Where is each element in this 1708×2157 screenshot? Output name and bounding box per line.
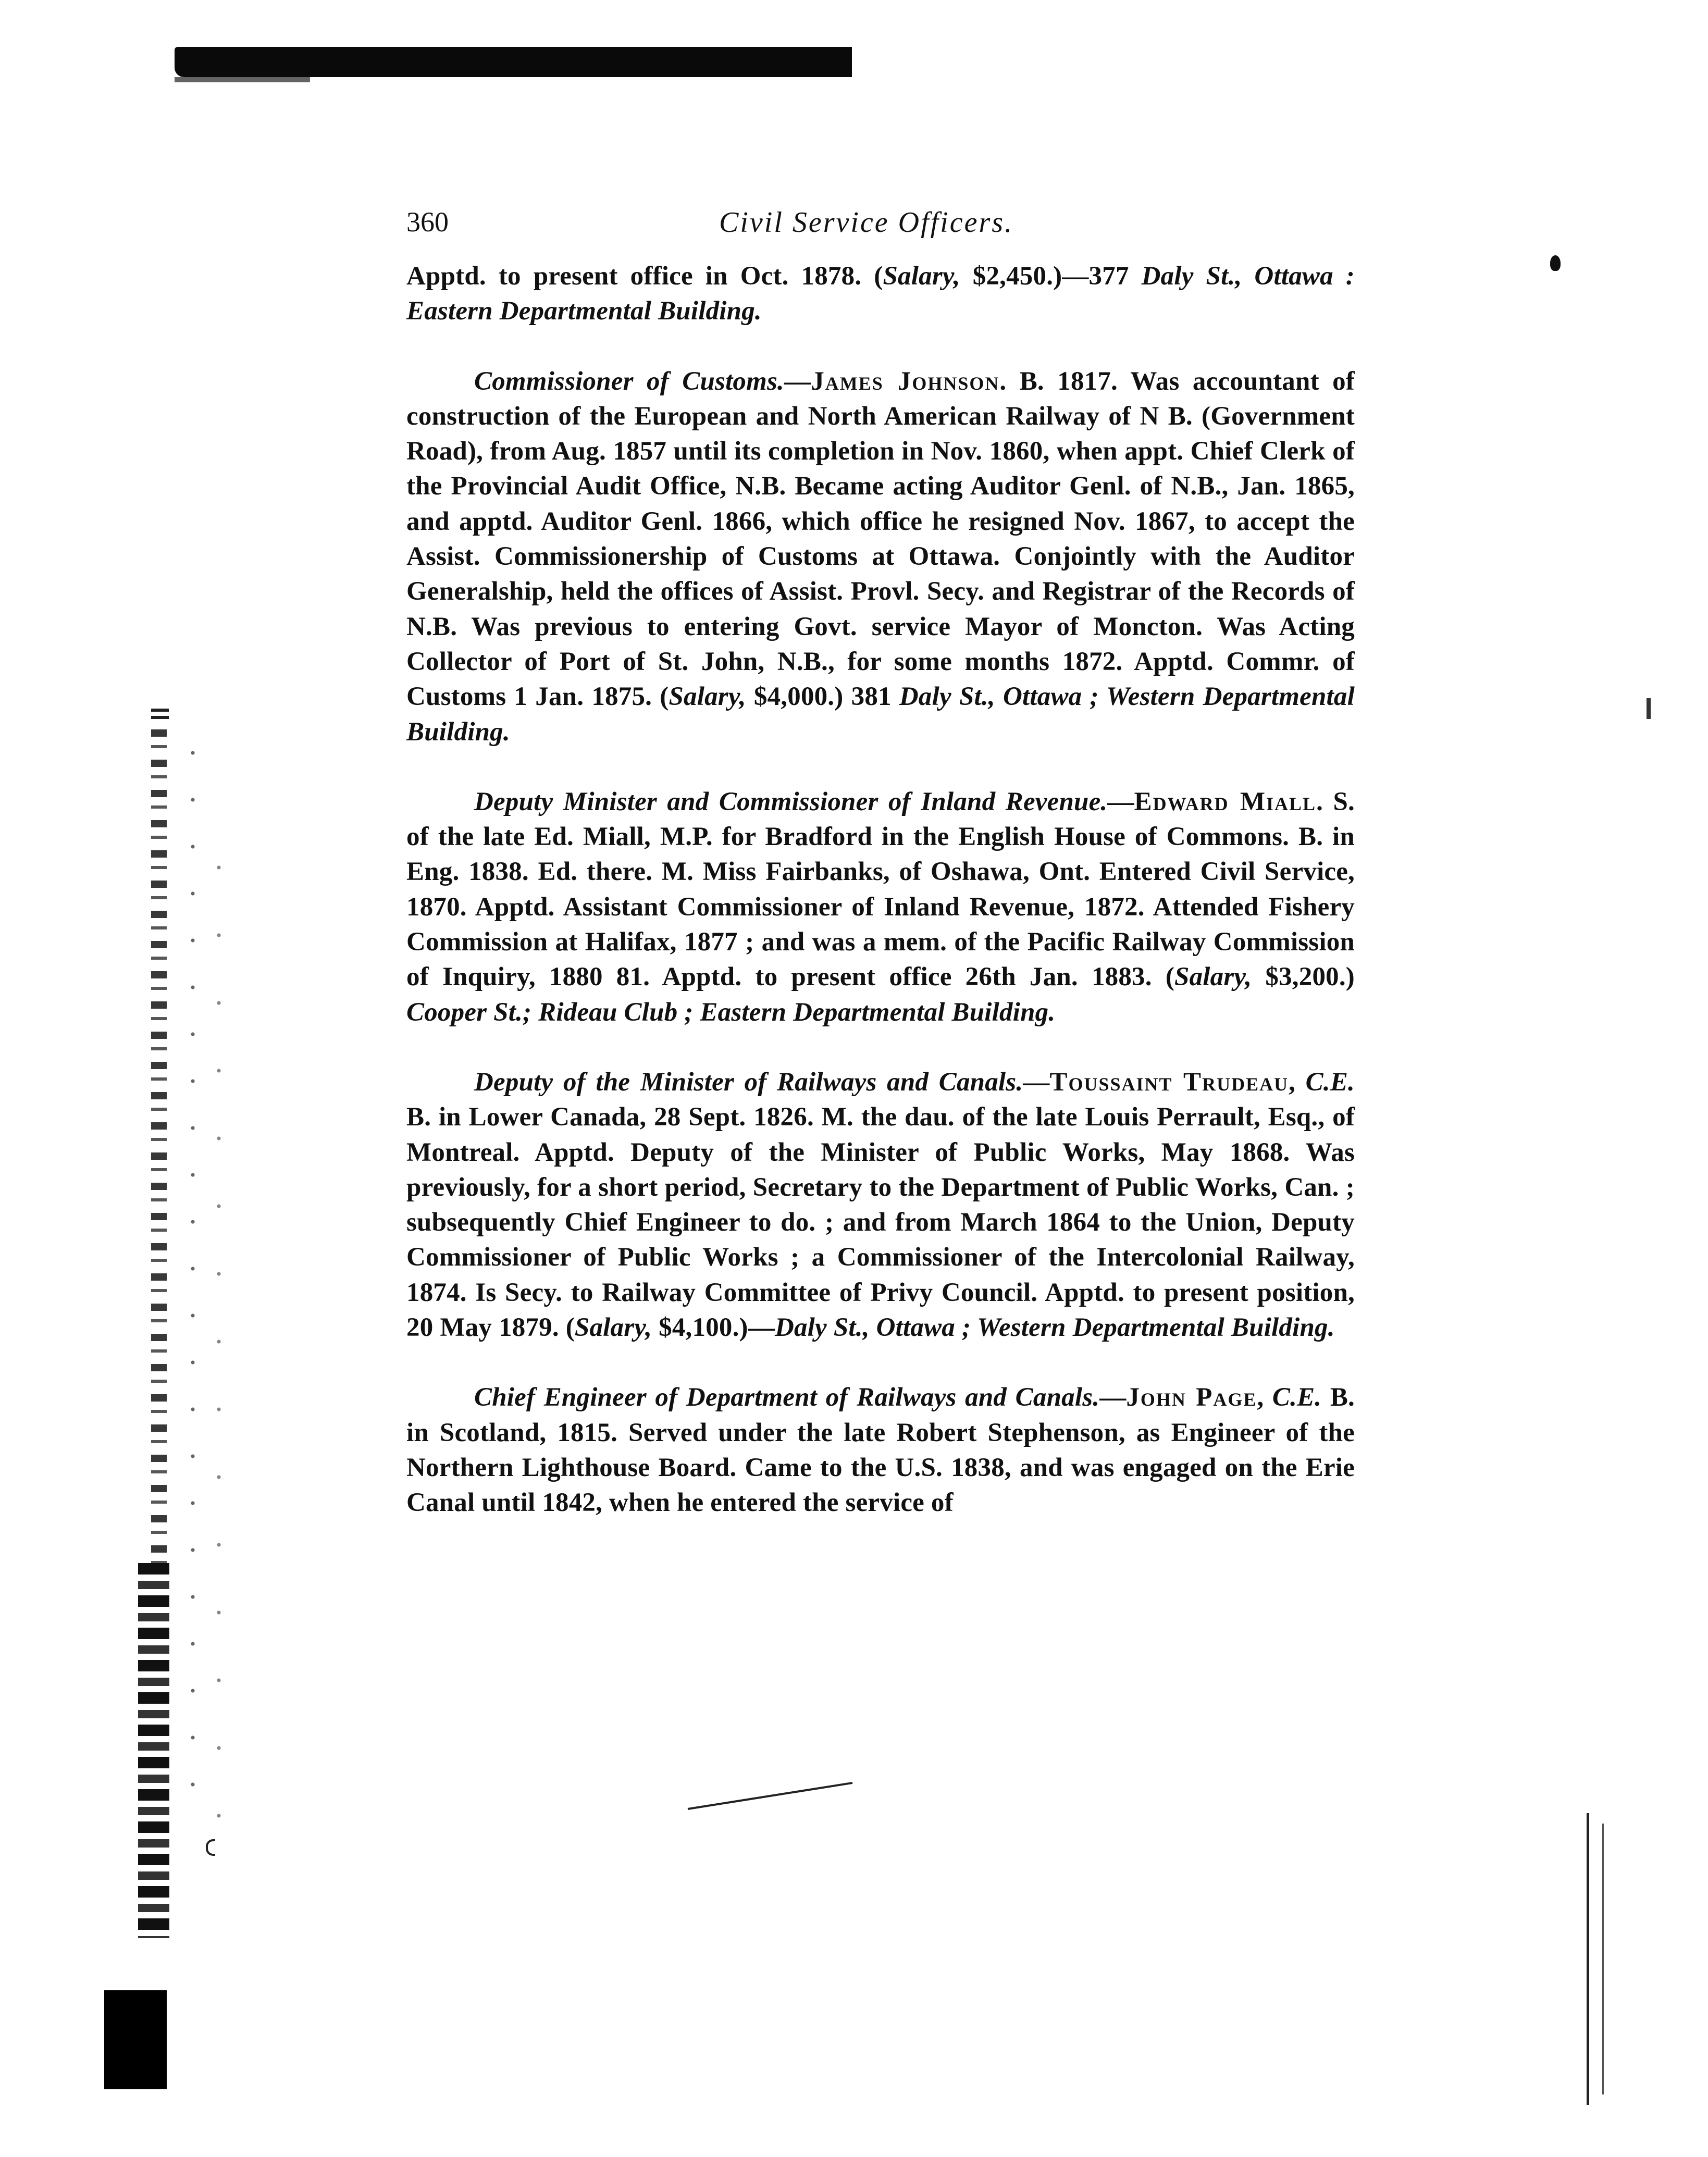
- body-text: ,: [1289, 1067, 1306, 1097]
- body-text: $3,200.): [1252, 962, 1355, 992]
- body-text: —: [1023, 1067, 1050, 1097]
- page-body: [406, 206, 1355, 1521]
- body-text: ,: [1257, 1383, 1272, 1412]
- italic-text: Daly St., Ottawa : Eastern Departmental Building.: [406, 262, 1355, 326]
- italic-text: Deputy of the Minister of Railways and Canals.: [474, 1067, 1023, 1097]
- scan-speck: [1647, 698, 1651, 719]
- italic-text: Daly St., Ottawa ; Western Departmental Building.: [774, 1313, 1335, 1343]
- italic-text: Deputy Minister and Commissioner of Inland Revenue.: [474, 787, 1108, 816]
- body-text: —: [1107, 787, 1134, 816]
- scan-corner-block: [104, 1990, 167, 2089]
- scan-margin-dots: [188, 729, 198, 1824]
- scan-edge-line: [1602, 1824, 1604, 2094]
- scan-margin-tick: [151, 709, 169, 712]
- italic-text: Salary,: [669, 682, 746, 712]
- officer-name: Edward Miall: [1134, 787, 1317, 816]
- body-text: $4,100.)—: [652, 1313, 775, 1343]
- body-text: —: [1099, 1383, 1127, 1412]
- entry-commissioner-of-customs: [406, 364, 1355, 750]
- italic-text: Salary,: [1174, 962, 1252, 992]
- italic-text: Salary,: [574, 1313, 652, 1343]
- scan-binding-strip: [151, 729, 167, 1563]
- italic-text: Cooper St.; Rideau Club ; Eastern Departmental Building.: [406, 997, 1056, 1027]
- entries-container: [406, 259, 1355, 1521]
- scan-edge-bar: [175, 47, 852, 77]
- body-text: B. in Scotland, 1815. Served under the late Robert Stephenson, as Engineer of the Northern Lighthouse Board. Came to the U.S. 1838, and was engaged on the Erie Canal until 1842, when he entered the service of: [406, 1383, 1355, 1518]
- body-text: B. in Lower Canada, 28 Sept. 1826. M. the dau. of the late Louis Perrault, Esq., of Montreal. Apptd. Deputy of the Minister of Public Works, May 1868. Was previously, for a short period, Secretary to the Department of Public Works, Can. ; subsequently Chief Engineer to do. ; and from March 1864 to the Union, Deputy Commissioner of Public Works ; a Commissioner of the Intercolonial Railway, 1874. Is Secy. to Railway Committee of Privy Council. Apptd. to present position, 20 May 1879. (: [406, 1102, 1355, 1343]
- running-head-title: Civil Service Officers.: [719, 206, 1014, 239]
- italic-text: Daly St., Ottawa ; Western Departmental Building.: [406, 682, 1355, 747]
- italic-text: Commissioner of Customs.: [474, 366, 784, 396]
- scan-binding-strip-lower: [138, 1563, 169, 1938]
- entry-deputy-minister-railways-canals: [406, 1065, 1355, 1345]
- italic-text: C.E.: [1305, 1067, 1355, 1097]
- officer-name: Toussaint Trudeau: [1049, 1067, 1289, 1097]
- body-text: . B. 1817. Was accountant of construction of the European and North American Railway of N B. (Government Road), from Aug. 1857 until its completion in Nov. 1860, when appt. Chief Clerk of the Provincial Audit Office, N.B. Became acting Auditor Genl. of N.B., Jan. 1865, and apptd. Auditor Genl. 1866, which office he resigned Nov. 1867, to accept the Assist. Commissionership of Customs at Ottawa. Conjointly with the Auditor Generalship, held the offices of Assist. Provl. Secy. and Registrar of the Records of N.B. Was previous to entering Govt. service Mayor of Moncton. Was Acting Collector of Port of St. John, N.B., for some months 1872. Apptd. Commr. of Customs 1 Jan. 1875. (: [406, 366, 1355, 712]
- entry-continuation: [406, 259, 1355, 329]
- scan-edge-bar-shadow: [175, 77, 310, 82]
- body-text: . S. of the late Ed. Miall, M.P. for Bradford in the English House of Commons. B. in Eng. 1838. Ed. there. M. Miss Fairbanks, of Oshawa, Ont. Entered Civil Service, 1870. Apptd. Assistant Commissioner of Inland Revenue, 1872. Attended Fishery Commission at Halifax, 1877 ; and was a mem. of the Pacific Railway Commission of Inquiry, 1880 81. Apptd. to present office 26th Jan. 1883. (: [406, 787, 1355, 992]
- scan-edge-line: [1587, 1813, 1589, 2105]
- italic-text: Chief Engineer of Department of Railways and Canals.: [474, 1383, 1100, 1412]
- italic-text: Salary,: [883, 262, 960, 291]
- scan-margin-dots: [214, 834, 224, 1824]
- body-text: —: [784, 366, 811, 396]
- scan-speck: [1550, 255, 1561, 271]
- scan-margin-mark: [206, 1839, 215, 1856]
- running-head: [406, 206, 1355, 243]
- officer-name: John Page: [1126, 1383, 1257, 1412]
- body-text: $4,000.) 381: [746, 682, 899, 712]
- italic-text: C.E.: [1272, 1383, 1322, 1412]
- officer-name: James Johnson: [811, 366, 1000, 396]
- body-text: $2,450.)—377: [960, 262, 1142, 291]
- scan-stroke: [688, 1782, 853, 1810]
- page-number: 360: [406, 206, 449, 238]
- body-text: Apptd. to present office in Oct. 1878. (: [406, 262, 883, 291]
- entry-deputy-minister-inland-revenue: [406, 785, 1355, 1030]
- entry-chief-engineer-railways-canals: [406, 1380, 1355, 1520]
